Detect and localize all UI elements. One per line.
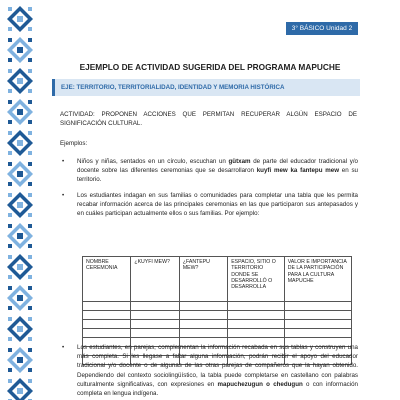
mapuche-motif-icon: [5, 35, 35, 65]
mapuche-motif-icon: [5, 283, 35, 313]
mapuche-motif-icon: [5, 190, 35, 220]
column-header-kuyfi-mew: ¿KUYFI MEW?: [131, 257, 179, 302]
mapuche-motif-icon: [5, 314, 35, 344]
table-row: [83, 302, 352, 311]
column-header-fantepu-mew: ¿FANTEPU MEW?: [179, 257, 227, 302]
table-cell: [131, 311, 179, 320]
example-bullet-2: [62, 191, 358, 219]
bullet-marker: •: [62, 158, 65, 165]
examples-label: Ejemplos:: [60, 140, 88, 147]
table-cell: [179, 311, 227, 320]
table-cell: [179, 302, 227, 311]
table-cell: [284, 311, 351, 320]
mapuche-motif-icon: [5, 159, 35, 189]
table-cell: [83, 329, 131, 338]
axis-header-bar: [52, 79, 360, 96]
table-cell: [179, 320, 227, 329]
table-cell: [228, 320, 284, 329]
table-header-row: [83, 257, 352, 302]
table-cell: [131, 320, 179, 329]
mapuche-motif-icon: [5, 376, 35, 400]
mapuche-motif-icon: [5, 345, 35, 375]
mapuche-motif-icon: [5, 4, 35, 34]
bullet-marker: •: [62, 344, 65, 351]
mapuche-motif-icon: [5, 252, 35, 282]
activity-description: ACTIVIDAD: PROPONEN ACCIONES QUE PERMITAN RECUPERAR ALGÚN ESPACIO DE SIGNIFICACIÓN CULTURAL.: [60, 111, 357, 127]
table-row: [83, 311, 352, 320]
mapuche-motif-icon: [5, 221, 35, 251]
bullet-marker: •: [62, 192, 65, 199]
column-header-place: ESPACIO, SITIO O TERRITORIO DONDE SE DESARROLLÓ O DESARROLLA: [228, 257, 284, 302]
bullet-text: Los estudiantes, en parejas, complementan la información recabada en sus tablas y construyen una más completa. Si les llegase a faltar alguna información, podrán recibir el apoyo del educador tradicional y/o docente o de algunas de las otras parejas de compañeros que la hayan obtenido. Dependiendo del contexto sociolingüístico, la tabla puede completarse en castellano con palabras culturalmente significativas, con expresiones en mapuchezugun o chedugun o con información completa en lengua indígena.: [77, 344, 358, 398]
table-cell: [83, 302, 131, 311]
column-header-ceremony-name: NOMBRE CEREMONIA: [83, 257, 131, 302]
table-cell: [83, 320, 131, 329]
table-cell: [228, 302, 284, 311]
table-row: [83, 329, 352, 338]
table-cell: [284, 320, 351, 329]
column-header-value: VALOR E IMPORTANCIA DE LA PARTICIPACIÓN PARA LA CULTURA MAPUCHE: [284, 257, 351, 302]
table-cell: [179, 329, 227, 338]
table-cell: [131, 329, 179, 338]
table-cell: [83, 311, 131, 320]
mapuche-motif-icon: [5, 128, 35, 158]
example-bullet-1: [62, 157, 358, 185]
page-title: EJEMPLO DE ACTIVIDAD SUGERIDA DEL PROGRAMA MAPUCHE: [79, 62, 341, 72]
table-cell: [228, 329, 284, 338]
table-row: [83, 320, 352, 329]
table-cell: [228, 311, 284, 320]
table-cell: [284, 302, 351, 311]
axis-label: EJE: TERRITORIO, TERRITORIALIDAD, IDENTIDAD Y MEMORIA HISTÓRICA: [61, 84, 285, 91]
bullet-text: Los estudiantes indagan en sus familias o comunidades para completar una tabla que les permita recabar información acerca de las principales ceremonias en las que participaron sus antepasados y en cuáles participan actualmente ellos o sus familias. Por ejemplo:: [77, 192, 358, 218]
bullet-text: Niños y niñas, sentados en un círculo, escuchan un gütxam de parte del educador tradicional y/o docente sobre las diferentes ceremonias que se desarrollaron kuyfi mew ka fantepu mew en su territorio.: [77, 158, 358, 184]
grade-unit-badge: 3° BÁSICO Unidad 2: [286, 22, 358, 35]
decorative-mapuche-border: [0, 0, 40, 400]
table-cell: [131, 302, 179, 311]
mapuche-motif-icon: [5, 97, 35, 127]
table-cell: [284, 329, 351, 338]
example-bullet-3: [62, 343, 358, 398]
mapuche-motif-icon: [5, 66, 35, 96]
